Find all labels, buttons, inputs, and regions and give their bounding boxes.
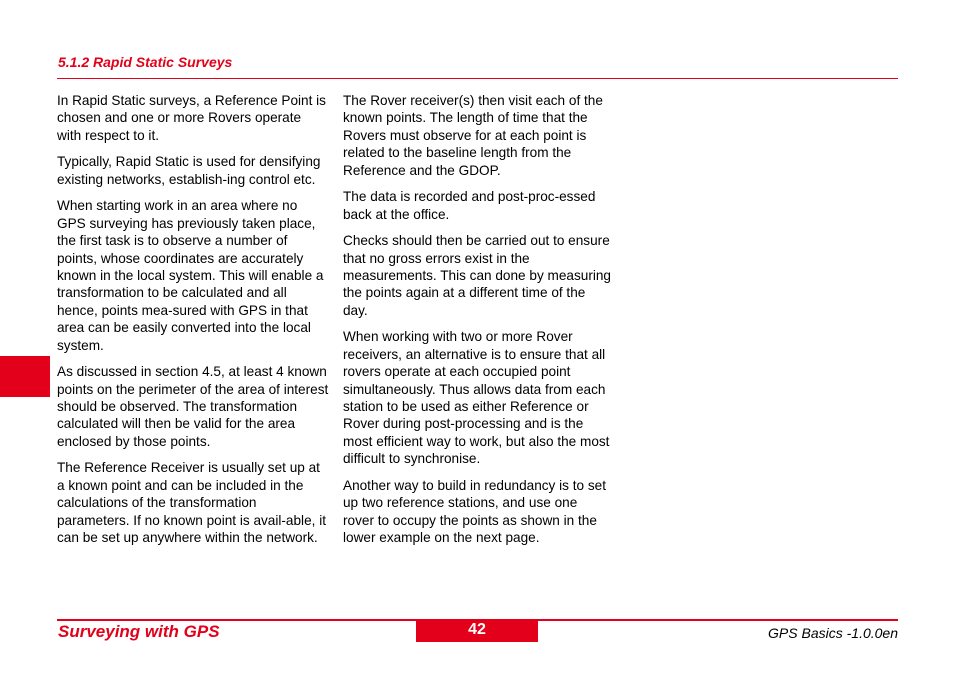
page-number: 42 (416, 621, 538, 642)
section-title: 5.1.2 Rapid Static Surveys (58, 54, 233, 70)
paragraph: The Reference Receiver is usually set up at a known point and can be included in the calculations of the transformation parameters. If no known point is avail-able, it can be set up anywhere within the network. (57, 460, 326, 546)
paragraph: Typically, Rapid Static is used for densifying existing networks, establish-ing control etc. (57, 154, 321, 187)
header-rule (57, 78, 898, 79)
paragraph: When working with two or more Rover receivers, an alternative is to ensure that all rovers operate at each occupied point simultaneously. Thus allows data from each station to be used as either Reference or Rover during post-processing and is the most efficient way to work, but also the most difficult to synchronise. (343, 329, 610, 467)
paragraph: As discussed in section 4.5, at least 4 known points on the perimeter of the area of interest should be observed. The transformation calculated will then be valid for the area enclosed by those points. (57, 364, 329, 449)
right-column (343, 92, 611, 556)
document-version: GPS Basics -1.0.0en (768, 625, 898, 641)
paragraph: Another way to build in redundancy is to set up two reference stations, and use one rover to occupy the points as shown in the lower example on the next page. (343, 477, 606, 546)
left-column (57, 92, 329, 556)
paragraph: Checks should then be carried out to ensure that no gross errors exist in the measurements. This can done by measuring the points again at a different time of the day. (343, 233, 611, 318)
paragraph: In Rapid Static surveys, a Reference Point is chosen and one or more Rovers operate with respect to it. (57, 93, 326, 143)
paragraph: The data is recorded and post-proc-essed back at the office. (343, 189, 596, 222)
paragraph: The Rover receiver(s) then visit each of the known points. The length of time that the Rovers must observe for at each point is related to the baseline length from the Reference and the GDOP. (343, 93, 603, 178)
chapter-side-tab (0, 356, 50, 397)
footer-title: Surveying with GPS (58, 622, 220, 641)
paragraph: When starting work in an area where no GPS surveying has previously taken place, the first task is to observe a number of points, whose coordinates are accurately known in the local system. This will enable a transformation to be calculated and all hence, points mea-sured with GPS in that area can be easily converted into the local system. (57, 198, 324, 353)
